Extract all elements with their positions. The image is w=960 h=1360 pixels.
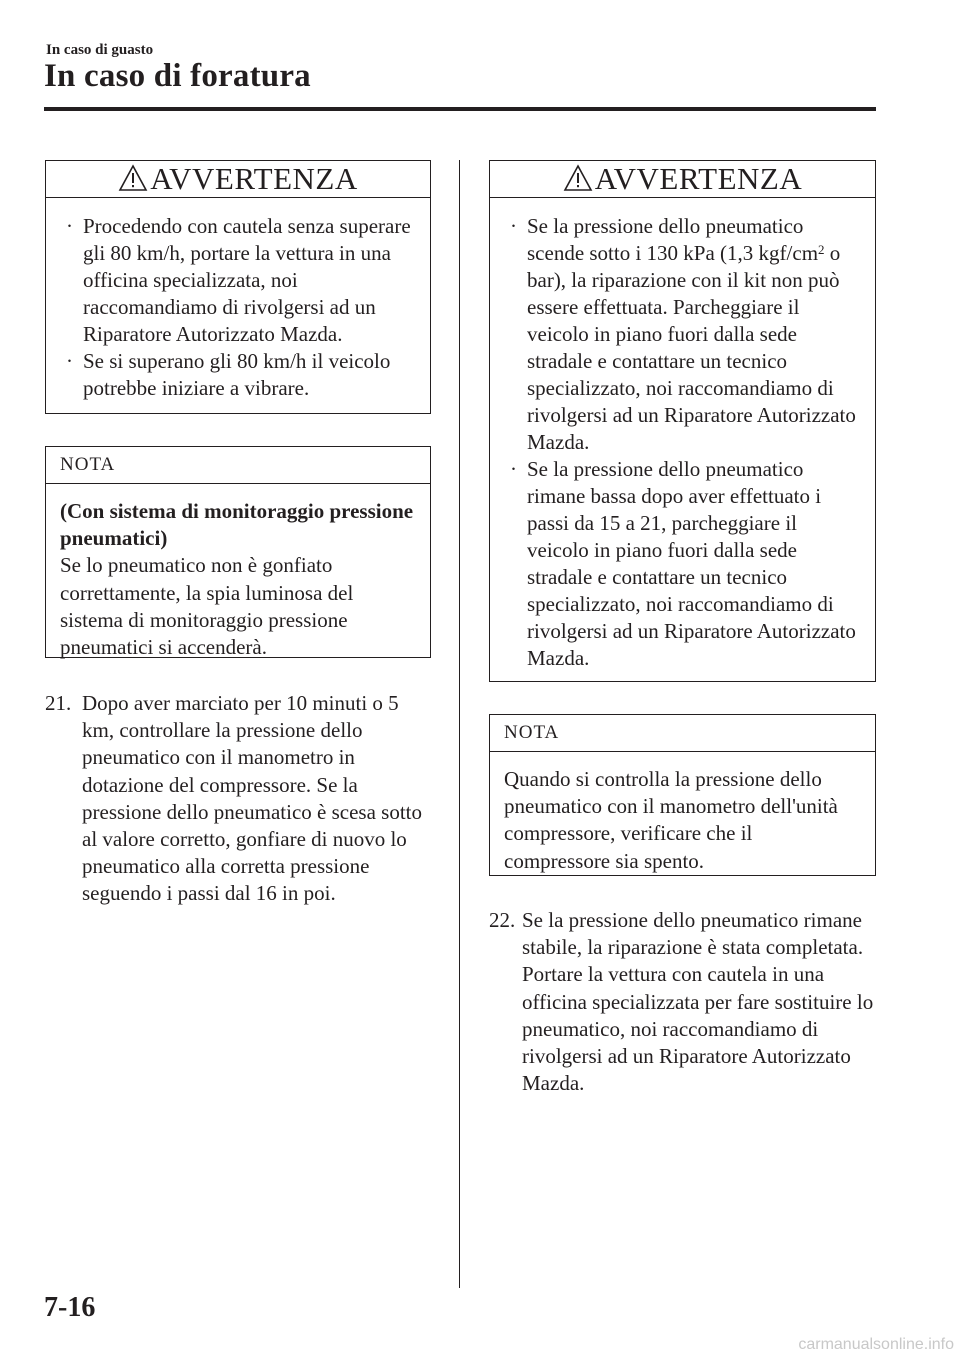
bullet-text: Procedendo con cautela senza superare gli 80 km/h, portare la vettura in una officina specializzata, noi raccomandiamo di rivolgersi ad un Riparatore Autorizzato Mazda. (83, 214, 411, 346)
left-warning-box (45, 160, 431, 414)
note-title: NOTA (504, 722, 560, 743)
right-warning-box (489, 160, 876, 682)
note-body (490, 752, 875, 885)
step-22 (489, 907, 881, 1097)
step-text-content: Se la pressione dello pneumatico rimane stabile, la riparazione è stata completata. Portare la vettura con cautela in una officina specializzata per fare sostituire lo pneumatico, noi raccomandiamo di rivolgersi ad un Riparatore Autorizzato Mazda. (522, 908, 874, 1096)
bullet-dot: · (510, 214, 517, 238)
page-title: In caso di foratura (44, 58, 311, 94)
note-header (490, 715, 875, 752)
warning-body (490, 198, 875, 684)
bullet-text-part: Se la pressione dello pneumatico scende sotto i 130 kPa (1,3 kgf/cm (527, 214, 819, 265)
column-divider (459, 160, 460, 1288)
note-body (46, 484, 430, 671)
bullet-text: Se si superano gli 80 km/h il veicolo potrebbe iniziare a vibrare. (83, 349, 391, 400)
step-text (489, 907, 881, 1097)
step-21 (45, 690, 431, 908)
warning-bullet (66, 348, 418, 402)
section-subtitle: In caso di guasto (46, 42, 154, 58)
warning-title: AVVERTENZA (594, 161, 803, 196)
superscript: 2 (818, 242, 825, 257)
note-title: NOTA (60, 454, 116, 475)
warning-header (46, 161, 430, 198)
step-text (45, 690, 431, 908)
warning-triangle-icon (118, 164, 148, 192)
warning-body (46, 198, 430, 414)
warning-bullet (510, 213, 863, 456)
left-note-box (45, 446, 431, 658)
bullet-text: Se la pressione dello pneumatico rimane bassa dopo aver effettuato i passi da 15 a 21, parcheggiare il veicolo in piano fuori dalla sede stradale e contattare un tecnico specializzato, noi raccomandiamo di rivolgersi ad un Riparatore Autorizzato Mazda. (527, 457, 856, 670)
warning-triangle-icon (563, 164, 593, 192)
note-text: Quando si controlla la pressione dello pneumatico con il manometro dell'unità compressore, verificare che il compressore sia spento. (504, 767, 838, 873)
note-bold-heading: (Con sistema di monitoraggio pressione pneumatici) (60, 499, 414, 551)
note-text: Se lo pneumatico non è gonfiato correttamente, la spia luminosa del sistema di monitoraggio pressione pneumatici si accenderà. (60, 553, 354, 660)
bullet-dot: · (510, 457, 517, 481)
right-note-box (489, 714, 876, 876)
bullet-dot: · (66, 349, 73, 373)
watermark: carmanualsonline.info (798, 1336, 954, 1353)
header-rule (44, 107, 876, 111)
note-header (46, 447, 430, 484)
bullet-text-part: o bar), la riparazione con il kit non può essere effettuata. Parcheggiare il veicolo in piano fuori dalla sede stradale e contattare un tecnico specializzato, noi raccomandiamo di rivolgersi ad un Riparatore Autorizzato Mazda. (527, 241, 856, 454)
warning-header (490, 161, 875, 198)
bullet-dot: · (66, 214, 73, 238)
step-text-content: Dopo aver marciato per 10 minuti o 5 km, controllare la pressione dello pneumatico con il manometro in dotazione del compressore. Se la pressione dello pneumatico è scesa sotto al valore corretto, gonfiare di nuovo lo pneumatico alla corretta pressione seguendo i passi dal 16 in poi. (82, 691, 422, 906)
warning-title: AVVERTENZA (150, 161, 358, 196)
warning-bullet (510, 456, 863, 672)
step-number: 21. (45, 691, 72, 715)
step-number: 22. (489, 908, 516, 932)
warning-bullet (66, 213, 418, 348)
page-number: 7-16 (44, 1292, 96, 1323)
